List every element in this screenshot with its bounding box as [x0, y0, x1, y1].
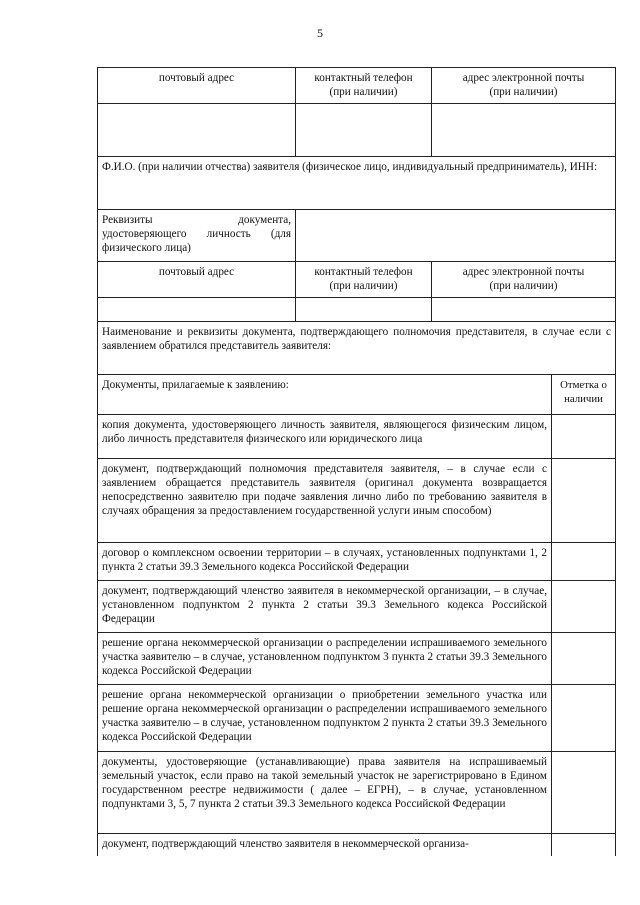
phone-field-2[interactable] [296, 298, 432, 322]
documents-header-mark: Отметка о наличии [552, 375, 616, 415]
document-item: документ, подтверждающий членство заявителя в некоммерческой организа- [98, 834, 552, 856]
document-item: копия документа, удостоверяющего личность заявителя, являющегося физическим лицом, либо личность представителя физического или юридического лица [98, 415, 552, 459]
page-number: 5 [317, 26, 323, 40]
postal-address-header-2: почтовый адрес [98, 262, 296, 298]
phone-field[interactable] [296, 104, 432, 157]
document-mark-checkbox[interactable] [552, 543, 616, 581]
documents-header-label: Документы, прилагаемые к заявлению: [98, 375, 552, 415]
id-document-label: Реквизиты документа, удостоверяющего личность (для физического лица) [98, 210, 296, 262]
document-item: документ, подтверждающий членство заявителя в некоммерческой организации, – в случае, установленном подпунктом 2 пункта 2 статьи 39.3 Земельного кодекса Российской Федерации [98, 581, 552, 633]
postal-address-field-2[interactable] [98, 298, 296, 322]
application-form-table [97, 67, 616, 856]
representative-document-field[interactable] [98, 322, 616, 375]
document-mark-checkbox[interactable] [552, 415, 616, 459]
email-field-2[interactable] [432, 298, 616, 322]
document-item: документ, подтверждающий полномочия представителя заявителя, – в случае если с заявлением обращается представитель заявителя (оригинал документа возвращается непосредственно заявителю при подаче заявления лично либо по требованию заявителя в случаях обращения за предоставлением государственной услуги иным способом) [98, 459, 552, 543]
postal-address-field[interactable] [98, 104, 296, 157]
id-document-field[interactable] [296, 210, 616, 262]
postal-address-header: почтовый адрес [98, 68, 296, 104]
document-item: решение органа некоммерческой организации о приобретении земельного участка или решение органа некоммерческой организации о распределении испрашиваемого земельного участка заявителю – в случае, установленном подпунктом 2 пункта 2 статьи 39.3 Земельного кодекса Российской Федерации [98, 685, 552, 752]
document-mark-checkbox[interactable] [552, 581, 616, 633]
phone-header: контактный телефон (при наличии) [296, 68, 432, 104]
representative-document-label: Наименование и реквизиты документа, подтверждающего полномочия представителя, в случае если с заявлением обратился представитель заявителя: [102, 326, 611, 352]
document-mark-checkbox[interactable] [552, 685, 616, 752]
phone-header-2: контактный телефон (при наличии) [296, 262, 432, 298]
email-header-2: адрес электронной почты (при наличии) [432, 262, 616, 298]
email-field[interactable] [432, 104, 616, 157]
email-header: адрес электронной почты (при наличии) [432, 68, 616, 104]
applicant-person-label: Ф.И.О. (при наличии отчества) заявителя (физическое лицо, индивидуальный предприниматель), ИНН: [102, 161, 598, 173]
document-item: решение органа некоммерческой организации о распределении испрашиваемого земельного участка заявителю – в случае, установленном подпунктом 3 пункта 2 статьи 39.3 Земельного кодекса Российской Федерации [98, 633, 552, 685]
applicant-person-field[interactable] [98, 157, 616, 210]
document-item: документы, удостоверяющие (устанавливающие) права заявителя на испрашиваемый земельный участок, если право на такой земельный участок не зарегистрировано в Едином государственном реестре недвижимости ( далее – ЕГРН), – в случае, установленном подпунктами 3, 5, 7 пункта 2 статьи 39.3 Земельного кодекса Российской Федерации [98, 752, 552, 834]
document-item: договор о комплексном освоении территории – в случаях, установленных подпунктами 1, 2 пункта 2 статьи 39.3 Земельного кодекса Российской Федерации [98, 543, 552, 581]
document-mark-checkbox[interactable] [552, 834, 616, 856]
document-mark-checkbox[interactable] [552, 752, 616, 834]
document-mark-checkbox[interactable] [552, 459, 616, 543]
document-mark-checkbox[interactable] [552, 633, 616, 685]
